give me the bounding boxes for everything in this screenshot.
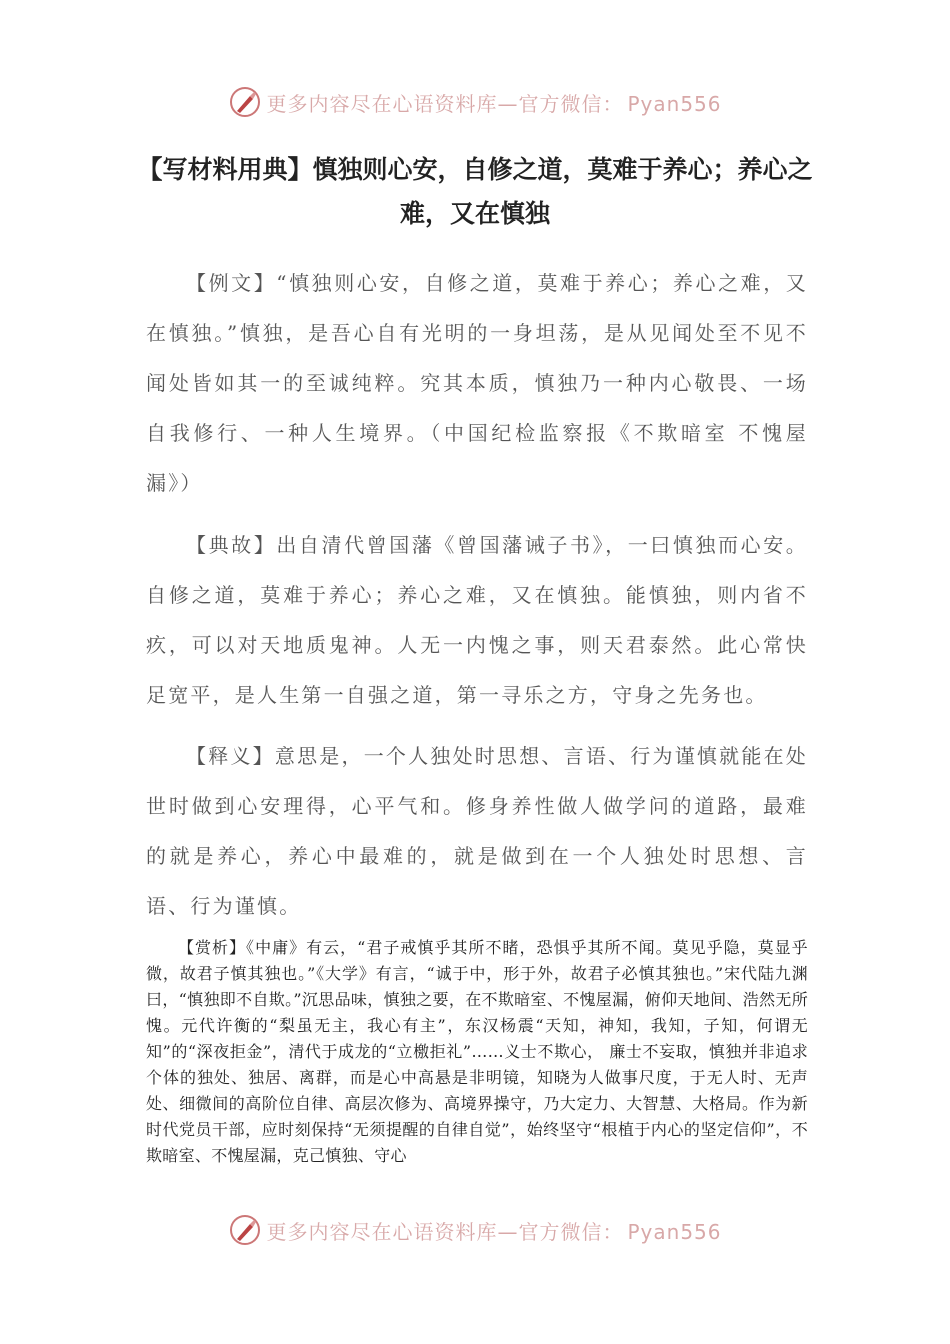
wechat-id: Pyan556 — [627, 91, 722, 116]
footer-banner — [0, 1208, 950, 1252]
example-paragraph: 【例文】“慎独则心安，自修之道，莫难于养心；养心之难，又在慎独。”慎独，是吾心自有光明的一身坦荡，是从见闻处至不见不闻处皆如其一的至诚纯粹。究其本质，慎独乃一种内心敬畏、一场自我修行、一种人生境界。（中国纪检监察报《不欺暗室 不愧屋漏》） — [146, 271, 808, 495]
wechat-id: Pyan556 — [627, 1219, 722, 1244]
header-banner — [0, 80, 950, 124]
source-paragraph: 【典故】出自清代曾国藩《曾国藩诫子书》，一曰慎独而心安。自修之道，莫难于养心；养心之难，又在慎独。能慎独，则内省不疚，可以对天地质鬼神。人无一内愧之事，则天君泰然。此心常快足宽平，是人生第一自强之道，第一寻乐之方，守身之先务也。 — [146, 533, 808, 707]
appreciation-paragraph: 【赏析】《中庸》有云，“君子戒慎乎其所不睹，恐惧乎其所不闻。莫见乎隐，莫显乎微，故君子慎其独也。”《大学》有言，“诚于中，形于外，故君子必慎其独也。”宋代陆九渊曰，“慎独即不自欺。”沉思品味，慎独之要，在不欺暗室、不愧屋漏，俯仰天地间、浩然无所愧。元代许衡的“梨虽无主，我心有主”，东汉杨震“天知，神知，我知，子知，何谓无知”的“深夜拒金”，清代于成龙的“立檄拒礼”……义士不欺心， 廉士不妄取，慎独并非追求个体的独处、独居、离群，而是心中高悬是非明镜，知晓为人做事尺度，于无人时、无声处、细微间的高阶位自律、高层次修为、高境界操守，乃大定力、大智慧、大格局。作为新时代党员干部，应时刻保持“无须提醒的自律自觉”，始终坚守“根植于内心的坚定信仰”，不欺暗室、不愧屋漏，克己慎独、守心 — [146, 938, 808, 1165]
banner-text: 更多内容尽在心语资料库—官方微信： Pyan556 — [266, 1219, 722, 1244]
pen-nib-icon — [228, 1213, 262, 1247]
page-title: 【写材料用典】慎独则心安，自修之道，莫难于养心；养心之难，又在慎独 — [137, 155, 813, 228]
meaning-paragraph: 【释义】意思是，一个人独处时思想、言语、行为谨慎就能在处世时做到心安理得，心平气和。修身养性做人做学问的道路，最难的就是养心，养心中最难的，就是做到在一个人独处时思想、言语、行为谨慎。 — [146, 744, 808, 918]
pen-nib-icon — [228, 85, 262, 119]
banner-text: 更多内容尽在心语资料库—官方微信： Pyan556 — [266, 91, 722, 116]
